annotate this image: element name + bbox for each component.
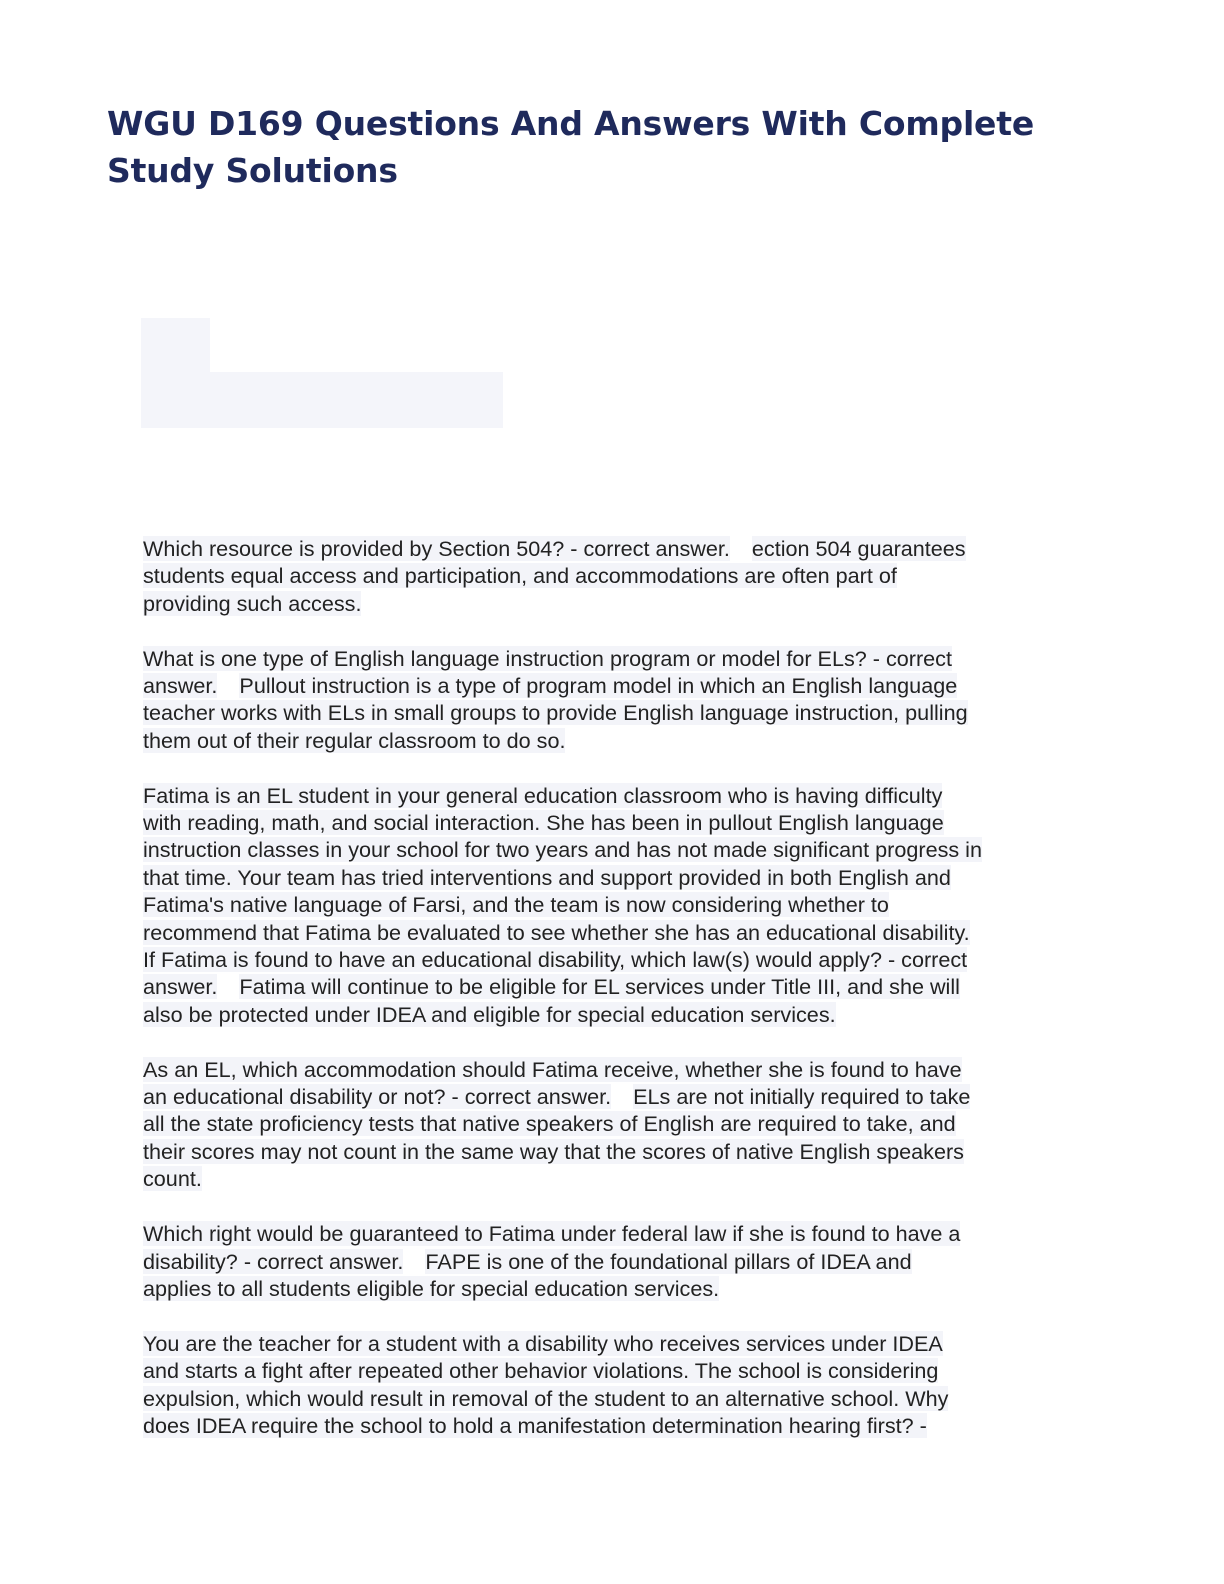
qa-line bbox=[143, 1385, 1083, 1412]
qa-text: all the state proficiency tests that native speakers of English are required to take, and bbox=[143, 1111, 956, 1137]
qa-line bbox=[143, 836, 1083, 863]
qa-text: an educational disability or not? - correct answer. bbox=[143, 1084, 612, 1110]
qa-list bbox=[143, 535, 1083, 1467]
qa-line bbox=[143, 782, 1083, 809]
qa-text: Which resource is provided by Section 504? - correct answer. bbox=[143, 536, 730, 561]
qa-text: count. bbox=[143, 1166, 202, 1192]
qa-text: As an EL, which accommodation should Fatima receive, whether she is found to have bbox=[143, 1056, 962, 1082]
qa-text: You are the teacher for a student with a disability who receives services under IDEA bbox=[143, 1330, 943, 1356]
qa-line bbox=[143, 1275, 1083, 1302]
qa-line bbox=[143, 672, 1083, 699]
qa-line bbox=[143, 1138, 1083, 1165]
qa-item bbox=[143, 645, 1083, 755]
qa-item bbox=[143, 1330, 1083, 1440]
qa-line bbox=[143, 1357, 1083, 1384]
qa-text: answer. bbox=[143, 974, 218, 1000]
page-title: WGU D169 Questions And Answers With Complete Study Solutions bbox=[107, 104, 1034, 190]
qa-line bbox=[143, 1083, 1083, 1110]
qa-text: Fatima is an EL student in your general education classroom who is having difficulty bbox=[143, 782, 943, 808]
qa-line bbox=[143, 699, 1083, 726]
qa-text: does IDEA require the school to hold a manifestation determination hearing first? - bbox=[143, 1412, 927, 1438]
qa-line bbox=[143, 645, 1083, 672]
qa-line bbox=[143, 1056, 1083, 1083]
qa-text: answer. bbox=[143, 673, 218, 699]
qa-text: with reading, math, and social interaction. She has been in pullout English language bbox=[143, 810, 944, 836]
qa-item bbox=[143, 535, 1083, 617]
qa-text: Fatima's native language of Farsi, and the team is now considering whether to bbox=[143, 892, 889, 918]
qa-text: them out of their regular classroom to do so. bbox=[143, 727, 566, 753]
qa-text: Which right would be guaranteed to Fatima under federal law if she is found to have a bbox=[143, 1221, 961, 1247]
qa-line bbox=[143, 973, 1083, 1000]
qa-line bbox=[143, 590, 1083, 617]
qa-line bbox=[143, 864, 1083, 891]
qa-item bbox=[143, 1220, 1083, 1302]
qa-text: students equal access and participation, and accommodations are often part of bbox=[143, 563, 897, 589]
qa-text: disability? - correct answer. bbox=[143, 1248, 404, 1274]
qa-line bbox=[143, 535, 1083, 562]
answer-text: FAPE is one of the foundational pillars of IDEA and bbox=[425, 1248, 912, 1274]
qa-line bbox=[143, 1330, 1083, 1357]
qa-text: their scores may not count in the same way that the scores of native English speakers bbox=[143, 1138, 964, 1164]
answer-text: ection 504 guarantees bbox=[751, 536, 966, 561]
blank-image-placeholder-lower bbox=[141, 372, 503, 428]
qa-text: What is one type of English language instruction program or model for ELs? - correct bbox=[143, 645, 952, 671]
qa-item bbox=[143, 782, 1083, 1029]
qa-line bbox=[143, 919, 1083, 946]
answer-text: ELs are not initially required to take bbox=[633, 1084, 971, 1110]
qa-text: applies to all students eligible for special education services. bbox=[143, 1275, 720, 1301]
answer-text: Pullout instruction is a type of program model in which an English language bbox=[239, 673, 958, 699]
qa-line bbox=[143, 946, 1083, 973]
qa-line bbox=[143, 1110, 1083, 1137]
qa-text: providing such access. bbox=[143, 590, 362, 616]
qa-line bbox=[143, 891, 1083, 918]
qa-line bbox=[143, 809, 1083, 836]
qa-line bbox=[143, 562, 1083, 589]
qa-text: teacher works with ELs in small groups to provide English language instruction, pulling bbox=[143, 700, 968, 726]
qa-line bbox=[143, 1001, 1083, 1028]
qa-text: also be protected under IDEA and eligible for special education services. bbox=[143, 1001, 836, 1027]
qa-line bbox=[143, 727, 1083, 754]
qa-item bbox=[143, 1056, 1083, 1193]
answer-text: Fatima will continue to be eligible for EL services under Title III, and she will bbox=[239, 974, 960, 1000]
qa-line bbox=[143, 1165, 1083, 1192]
qa-text: instruction classes in your school for two years and has not made significant progress in bbox=[143, 837, 982, 863]
qa-text: recommend that Fatima be evaluated to see whether she has an educational disability. bbox=[143, 919, 970, 945]
qa-line bbox=[143, 1220, 1083, 1247]
qa-text: and starts a fight after repeated other behavior violations. The school is considering bbox=[143, 1358, 939, 1384]
qa-line bbox=[143, 1412, 1083, 1439]
qa-text: that time. Your team has tried interventions and support provided in both English and bbox=[143, 864, 951, 890]
qa-text: If Fatima is found to have an educational disability, which law(s) would apply? - correct bbox=[143, 947, 968, 973]
qa-text: expulsion, which would result in removal of the student to an alternative school. Why bbox=[143, 1385, 949, 1411]
qa-line bbox=[143, 1248, 1083, 1275]
